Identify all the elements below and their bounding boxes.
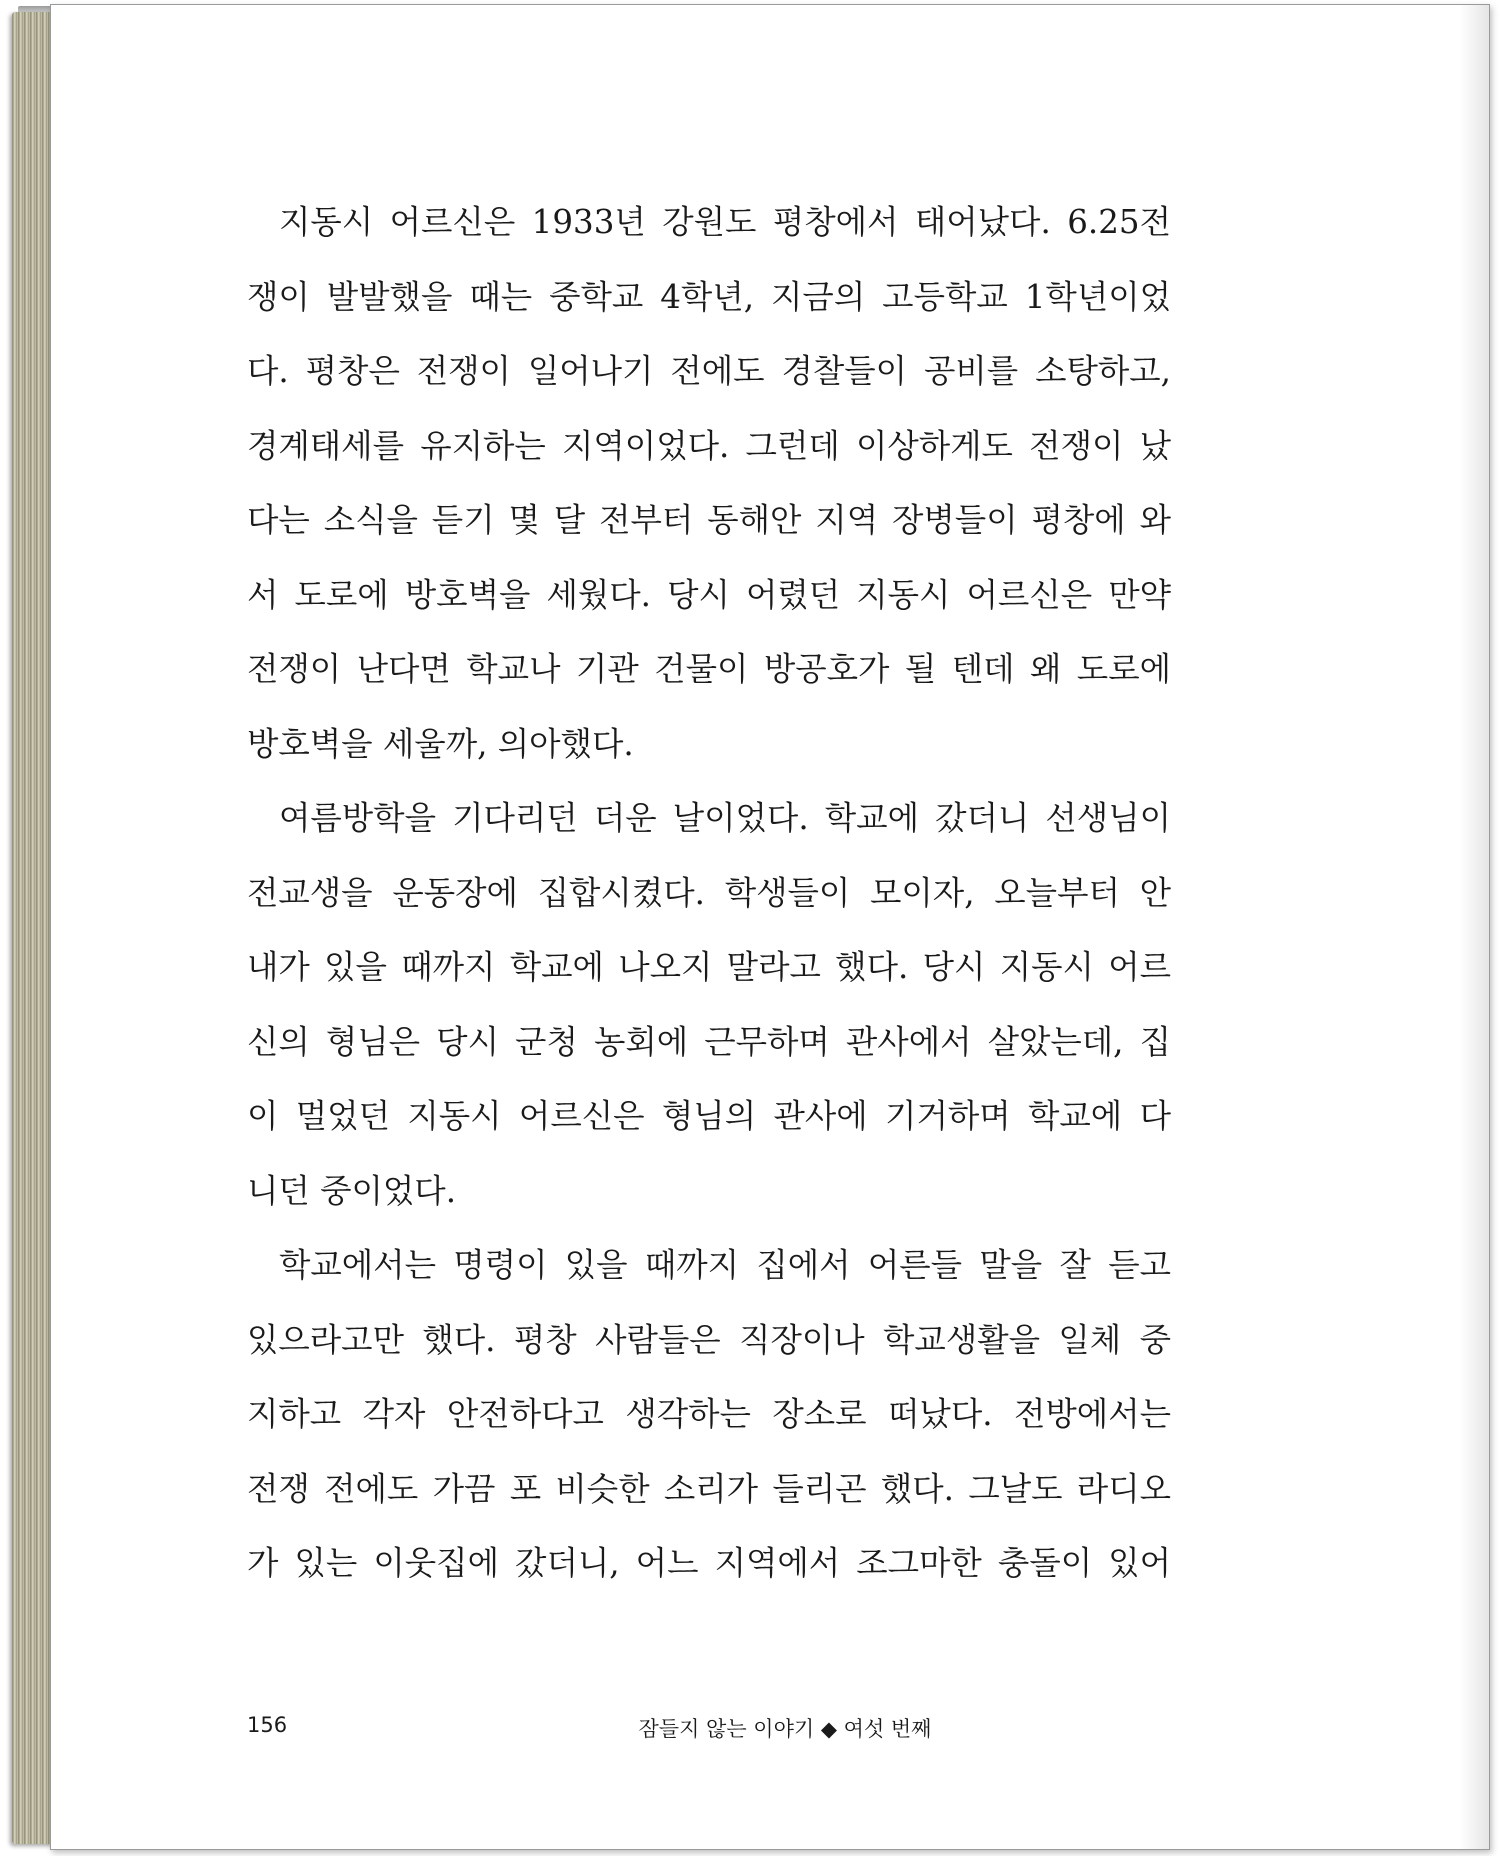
text-line: 전쟁이 난다면 학교나 기관 건물이 방공호가 될 텐데 왜 도로에 bbox=[247, 650, 1171, 688]
body-text bbox=[247, 185, 1171, 1601]
running-title: 잠들지 않는 이야기 ◆ 여섯 번째 bbox=[638, 1717, 932, 1741]
text-line: 다는 소식을 듣기 몇 달 전부터 동해안 지역 장병들이 평창에 와 bbox=[247, 501, 1171, 539]
text-line: 내가 있을 때까지 학교에 나오지 말라고 했다. 당시 지동시 어르 bbox=[247, 948, 1171, 986]
text-line: 니던 중이었다. bbox=[247, 1171, 457, 1210]
page bbox=[50, 4, 1490, 1850]
text-line: 이 멀었던 지동시 어르신은 형님의 관사에 기거하며 학교에 다 bbox=[247, 1097, 1171, 1135]
text-line: 지동시 어르신은 1933년 강원도 평창에서 태어났다. 6.25전 bbox=[279, 203, 1171, 241]
text-line: 학교에서는 명령이 있을 때까지 집에서 어른들 말을 잘 듣고 bbox=[279, 1246, 1171, 1284]
text-line: 경계태세를 유지하는 지역이었다. 그런데 이상하게도 전쟁이 났 bbox=[247, 426, 1171, 465]
text-line: 신의 형님은 당시 군청 농회에 근무하며 관사에서 살았는데, 집 bbox=[247, 1022, 1171, 1061]
text-line: 방호벽을 세울까, 의아했다. bbox=[247, 724, 634, 763]
text-line: 전쟁 전에도 가끔 포 비슷한 소리가 들리곤 했다. 그날도 라디오 bbox=[247, 1469, 1171, 1508]
page-footer bbox=[51, 1709, 1489, 1749]
text-line: 전교생을 운동장에 집합시켰다. 학생들이 모이자, 오늘부터 안 bbox=[247, 873, 1171, 912]
page-number: 156 bbox=[247, 1713, 288, 1737]
text-line: 있으라고만 했다. 평창 사람들은 직장이나 학교생활을 일체 중 bbox=[247, 1320, 1171, 1359]
text-line: 쟁이 발발했을 때는 중학교 4학년, 지금의 고등학교 1학년이었 bbox=[247, 277, 1171, 316]
text-line: 가 있는 이웃집에 갔더니, 어느 지역에서 조그마한 충돌이 있어 bbox=[247, 1544, 1171, 1582]
text-line: 다. 평창은 전쟁이 일어나기 전에도 경찰들이 공비를 소탕하고, bbox=[247, 352, 1171, 390]
text-line: 여름방학을 기다리던 더운 날이었다. 학교에 갔더니 선생님이 bbox=[279, 799, 1171, 837]
text-line: 서 도로에 방호벽을 세웠다. 당시 어렸던 지동시 어르신은 만약 bbox=[247, 575, 1171, 614]
text-line: 지하고 각자 안전하다고 생각하는 장소로 떠났다. 전방에서는 bbox=[247, 1395, 1171, 1433]
